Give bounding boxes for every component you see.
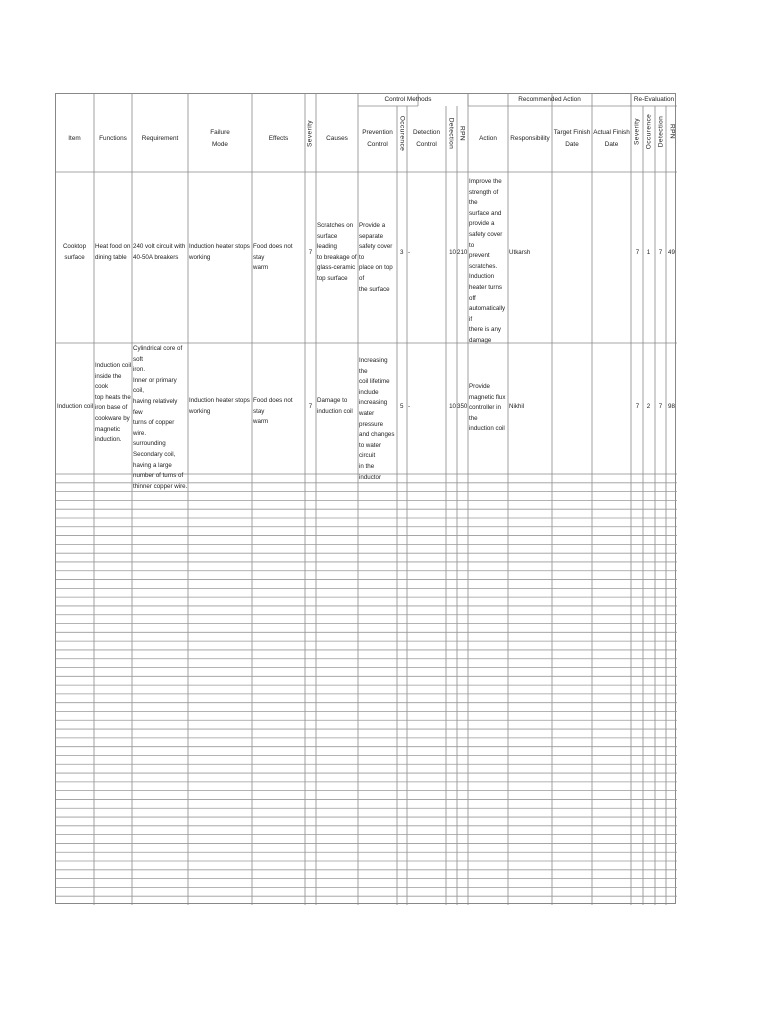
header-causes: Causes	[326, 135, 348, 142]
cell-re-detection: 7	[658, 249, 663, 256]
cell-requirement: Cylindrical core of soft iron. Inner or primary coil, having relatively few turns of copper wire. surrounding Secondary coil, having a large number of turns of thinner copper wire.	[133, 345, 188, 490]
cell-re-occurence: 1	[646, 249, 651, 256]
cell-requirement: 240 volt circuit with 40-50A breakers	[133, 243, 186, 261]
header-target-finish-date: Target Finish Date	[553, 129, 591, 148]
cell-rpn: 350	[457, 403, 468, 410]
cell-functions: Heat food on dining table	[95, 243, 131, 261]
cell-re-rpn: 49	[668, 249, 675, 256]
cell-re-detection: 7	[658, 403, 663, 410]
cell-failure-mode: Induction heater stops working	[189, 397, 250, 415]
cell-responsibility: Utkarsh	[509, 249, 531, 256]
cell-re-rpn: 98	[668, 403, 675, 410]
cell-functions: Induction coil inside the cook top heats the iron base of cookware by magnetic induction.	[95, 362, 132, 444]
cell-detection: 10	[449, 403, 456, 410]
cell-re-severity: 7	[635, 403, 640, 410]
group-control-methods: Control Methods	[384, 96, 432, 103]
header-re-occurence: Occurence	[645, 113, 653, 150]
cell-detection-control: -	[408, 249, 411, 256]
group-re-evaluation: Re-Evaluation	[633, 96, 675, 103]
cell-occurence: 3	[400, 249, 404, 256]
cell-prevention-control: Increasing the coil lifetime include increasing water pressure and changes to water circuit in the inductor	[359, 357, 395, 481]
cell-causes: Damage to induction coil	[317, 397, 353, 415]
header-actual-finish-date: Actual Finish Date	[593, 129, 630, 148]
cell-re-occurence: 2	[646, 403, 651, 410]
table-grid	[56, 94, 677, 905]
header-prevention-control: Prevention Control	[362, 129, 393, 148]
header-occurence: Occurence	[398, 115, 406, 152]
header-severity: Severity	[306, 119, 314, 148]
cell-causes: Scratches on surface leading to breakage of glass-ceramic top surface	[317, 222, 357, 282]
header-action: Action	[479, 135, 497, 142]
cell-action: Improve the strength of the surface and provide a safety cover to prevent scratches. Induction heater turns off automatically if there is any damage	[469, 178, 506, 344]
cell-failure-mode: Induction heater stops working	[189, 243, 250, 261]
header-requirement: Requirement	[141, 135, 179, 142]
cell-rpn: 210	[457, 249, 468, 256]
header-failure-mode: Failure Mode	[210, 129, 230, 148]
cell-effects: Food does not stay warm	[253, 397, 293, 426]
header-functions: Functions	[99, 135, 127, 142]
cell-item: Induction coil	[57, 403, 94, 410]
cell-action: Provide magnetic flux controller in the induction coil	[469, 383, 506, 433]
fmea-table	[55, 93, 676, 904]
cell-detection-control: -	[408, 403, 411, 410]
cell-detection: 10	[449, 249, 456, 256]
cell-severity: 7	[308, 249, 313, 256]
header-re-detection: Detection	[657, 115, 665, 148]
header-re-rpn: RPN	[668, 123, 676, 140]
cell-item: Cooktop surface	[62, 243, 87, 261]
cell-prevention-control: Provide a separate safety cover to place on top of the surface	[359, 222, 393, 293]
cell-effects: Food does not stay warm	[253, 243, 293, 272]
header-re-severity: Severity	[633, 117, 641, 146]
cell-responsibility: Nikhil	[509, 403, 525, 410]
cell-severity: 7	[308, 403, 313, 410]
header-item: Item	[68, 135, 81, 142]
header-responsibility: Responsibility	[510, 135, 550, 142]
cell-re-severity: 7	[635, 249, 640, 256]
header-detection: Detection	[447, 117, 455, 150]
cell-occurence: 5	[400, 403, 404, 410]
header-effects: Effects	[268, 135, 289, 142]
group-recommended-action: Recommended Action	[518, 96, 581, 103]
header-rpn: RPN	[458, 125, 466, 142]
header-detection-control: Detection Control	[413, 129, 440, 148]
